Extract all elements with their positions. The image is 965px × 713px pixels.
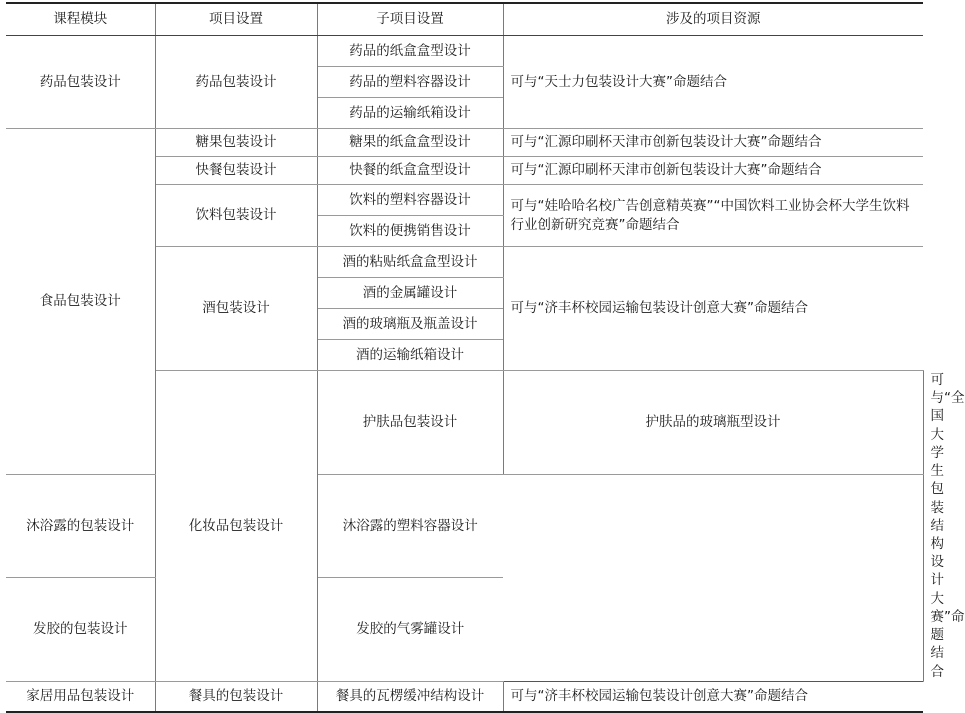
subproject-cell: 酒的粘贴纸盒盒型设计 [317, 247, 503, 278]
table-row [6, 36, 923, 67]
subproject-cell: 酒的运输纸箱设计 [317, 340, 503, 371]
course-module-table [6, 2, 965, 713]
subproject-cell: 护肤品的玻璃瓶型设计 [503, 371, 923, 475]
table-row [6, 129, 923, 157]
resource-cell: 可与“汇源印刷杯天津市创新包装设计大赛”命题结合 [503, 157, 923, 185]
project-cell: 糖果包装设计 [155, 129, 317, 157]
project-cell: 沐浴露的包装设计 [6, 474, 155, 578]
module-cell: 食品包装设计 [6, 129, 155, 475]
table-body [6, 36, 965, 713]
table-row [6, 578, 923, 682]
project-cell: 饮料包装设计 [155, 185, 317, 247]
resource-cell: 可与“娃哈哈名校广告创意精英赛”“中国饮料工业协会杯大学生饮料行业创新研究竞赛”命题结合 [503, 185, 923, 247]
project-cell: 药品包装设计 [155, 36, 317, 129]
table-row [6, 681, 923, 712]
resource-cell: 可与“济丰杯校园运输包装设计创意大赛”命题结合 [503, 247, 923, 371]
header-row [6, 3, 923, 36]
subproject-cell: 饮料的塑料容器设计 [317, 185, 503, 216]
subproject-cell: 糖果的纸盒盒型设计 [317, 129, 503, 157]
project-cell: 餐具的包装设计 [155, 681, 317, 712]
project-cell: 快餐包装设计 [155, 157, 317, 185]
module-cell: 家居用品包装设计 [6, 681, 155, 712]
header-resource: 涉及的项目资源 [503, 3, 923, 36]
module-cell: 药品包装设计 [6, 36, 155, 129]
table-row [6, 474, 923, 578]
subproject-cell: 药品的塑料容器设计 [317, 67, 503, 98]
header-module: 课程模块 [6, 3, 155, 36]
subproject-cell: 酒的金属罐设计 [317, 278, 503, 309]
resource-cell: 可与“济丰杯校园运输包装设计创意大赛”命题结合 [503, 681, 923, 712]
subproject-cell: 酒的玻璃瓶及瓶盖设计 [317, 309, 503, 340]
project-cell: 护肤品包装设计 [317, 371, 503, 475]
table-row: 化妆品包装设计 护肤品包装设计 护肤品的玻璃瓶型设计 可与“全国大学生包装结构设计大赛”命题结合 [6, 371, 923, 475]
subproject-cell: 药品的纸盒盒型设计 [317, 36, 503, 67]
header-subproject: 子项目设置 [317, 3, 503, 36]
subproject-cell: 发胶的气雾罐设计 [317, 578, 503, 682]
table-header [6, 3, 923, 36]
resource-cell: 可与“天士力包装设计大赛”命题结合 [503, 36, 923, 129]
subproject-cell: 饮料的便携销售设计 [317, 216, 503, 247]
header-project: 项目设置 [155, 3, 317, 36]
module-cell: 化妆品包装设计 [155, 371, 317, 682]
subproject-cell: 沐浴露的塑料容器设计 [317, 474, 503, 578]
project-cell: 酒包装设计 [155, 247, 317, 371]
subproject-cell: 餐具的瓦楞缓冲结构设计 [317, 681, 503, 712]
resource-cell: 可与“汇源印刷杯天津市创新包装设计大赛”命题结合 [503, 129, 923, 157]
subproject-cell: 药品的运输纸箱设计 [317, 98, 503, 129]
subproject-cell: 快餐的纸盒盒型设计 [317, 157, 503, 185]
project-cell: 发胶的包装设计 [6, 578, 155, 682]
